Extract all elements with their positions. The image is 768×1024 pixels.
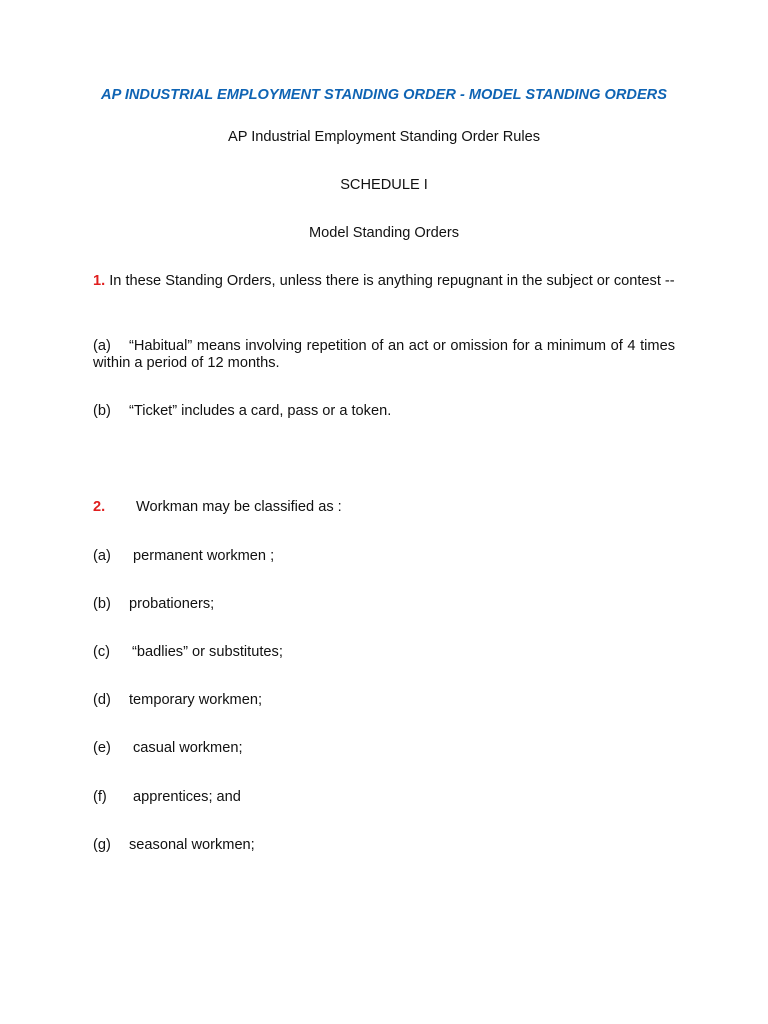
item-label: (e) <box>93 740 111 756</box>
item-label: (d) <box>93 692 111 708</box>
clause-1-item-a <box>93 338 675 371</box>
schedule-heading: SCHEDULE I <box>340 177 428 193</box>
clause-number: 1. <box>93 273 106 289</box>
clause-1 <box>93 273 675 290</box>
document-title: AP INDUSTRIAL EMPLOYMENT STANDING ORDER - MODEL STANDING ORDERS <box>101 87 667 103</box>
item-label: (b) <box>93 596 111 612</box>
item-text: apprentices; and <box>133 789 241 805</box>
item-text: “Ticket” includes a card, pass or a token. <box>129 403 392 419</box>
item-label: (g) <box>93 837 111 853</box>
item-label: (c) <box>93 644 111 660</box>
item-label: (a) <box>93 548 111 564</box>
item-label: (f) <box>93 789 107 805</box>
item-text: permanent workmen ; <box>133 548 275 564</box>
clause-number: 2. <box>93 499 106 515</box>
section-heading: Model Standing Orders <box>308 225 460 241</box>
item-text: temporary workmen; <box>129 692 263 708</box>
document-subtitle: AP Industrial Employment Standing Order Rules <box>227 129 541 145</box>
item-text: probationers; <box>129 596 215 612</box>
clause-text: Workman may be classified as : <box>136 499 342 515</box>
clause-text: In these Standing Orders, unless there is anything repugnant in the subject or contest -- <box>105 273 675 289</box>
item-text: casual workmen; <box>133 740 243 756</box>
item-label: (a) <box>93 338 111 354</box>
item-text: seasonal workmen; <box>129 837 255 853</box>
item-text: “Habitual” means involving repetition of an act or omission for a minimum of 4 times within a period of 12 months. <box>93 338 675 371</box>
item-text: “badlies” or substitutes; <box>132 644 283 660</box>
item-label: (b) <box>93 403 111 419</box>
